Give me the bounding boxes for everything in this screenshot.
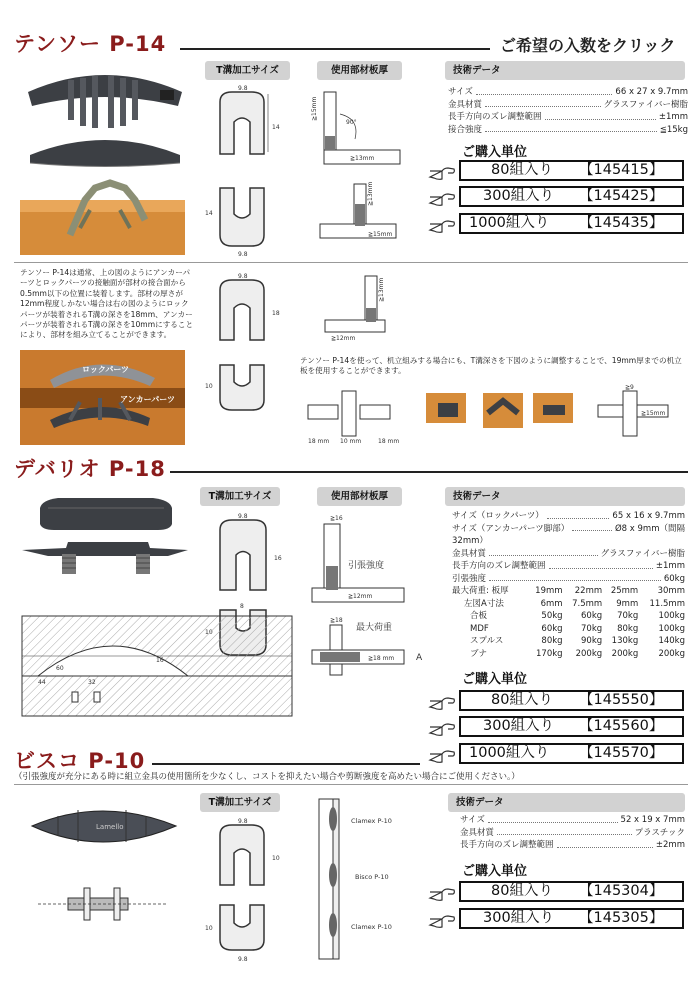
devario-buy-300[interactable]: 300組入り 【145560】 [459,716,684,737]
dim-label: ≧15mm [368,231,393,238]
brand-label: Lamello [96,823,124,831]
header-rule [180,48,490,50]
header-cta: ご希望の入数をクリック [500,36,676,55]
spec-row: 長手方向のズレ調整範囲 ±1mm [452,561,685,571]
tenso-groove-diagram-2 [200,180,295,260]
bisco-product-illustration [18,792,193,932]
page-title: テンソー P-14 [14,32,167,56]
part-label: Bisco P-10 [355,873,389,881]
spec-row: 長手方向のズレ調整範囲 ±1mm [448,112,688,122]
devario-cross-section [18,612,298,722]
header-rule [152,763,420,765]
dim-label: ≧12mm [348,593,373,600]
dim-label: 18 mm [308,438,330,445]
devario-buy-1000[interactable]: 1000組入り 【145570】 [459,743,684,764]
tenso-pill-tech: 技術データ [445,61,685,80]
devario-pill-tech: 技術データ [445,487,685,506]
pointing-hand-icon [428,910,456,930]
spec-row: サイズ（ロックパーツ） 65 x 16 x 9.7mm [452,511,685,521]
devario-product-illustration [18,488,193,580]
pointing-hand-icon [428,883,456,903]
dim-label: 32 [88,679,96,686]
spec-row: 32mm） [452,536,488,546]
devario-pill-groove: T溝加工サイズ [200,487,280,506]
lock-parts-label: ロックパーツ [82,365,130,374]
spec-row: サイズ 66 x 27 x 9.7mm [448,87,688,97]
pointing-hand-icon [428,692,456,712]
dim-label: ≧15mm [641,410,666,417]
tenso-assembly-diagrams [298,383,688,448]
spec-row: 金具材質 グラスファイバー樹脂 [448,99,688,110]
tenso-groove-variant [200,270,295,430]
anchor-parts-label: アンカーパーツ [120,395,175,404]
dim-label: ≧18 [330,617,343,624]
tenso-buy-label: ご購入単位 [462,145,528,160]
devario-title: デバリオ P-18 [14,457,166,481]
pointing-hand-icon [428,718,456,738]
dim-label: 9.8 [238,818,248,825]
devario-buy-80[interactable]: 80組入り 【145550】 [459,690,684,711]
dim-label: 44 [38,679,46,686]
tenso-thin-board-diagram [315,268,405,348]
pointing-hand-icon [428,745,456,765]
spec-row: サイズ（アンカーパーツ脚部） Ø8 x 9mm（間隔 [452,523,685,534]
spec-row: 長手方向のズレ調整範囲 ±2mm [460,840,685,850]
section-divider [14,784,688,785]
devario-load-table [452,585,685,660]
bisco-title: ビスコ P-10 [14,749,146,773]
pointing-hand-icon [428,162,456,182]
dim-label: ≧9 [625,384,634,391]
dim-label: 9.8 [238,956,248,963]
part-label: Clamex P-10 [351,923,392,931]
tenso-groove-diagram-1 [200,84,295,169]
section-divider [14,262,688,263]
bisco-layout-diagram [305,795,430,965]
dim-label: 18 [272,310,280,317]
dim-a-label: A [416,653,423,663]
part-label: Clamex P-10 [351,817,392,825]
load-row: スプルス 80kg 90kg 130kg 140kg [470,636,685,646]
tenso-buy-80[interactable]: 80組入り 【145415】 [459,160,684,181]
header-rule [170,471,688,473]
tenso-buy-1000[interactable]: 1000組入り 【145435】 [459,213,684,234]
bisco-spec-list [460,814,685,852]
load-header-row: 最大荷重: 板厚 19mm 22mm 25mm 30mm [452,586,685,596]
dim-label: 9.8 [238,273,248,280]
tenso-install-photo [20,350,185,445]
dim-label: ≧12mm [331,335,356,342]
tenso-description: テンソー P-14は通常、上の図のようにアンカーパーツとロックパーツの接触面が部材の接合面から0.5mm以下の位置に装着します。部材の厚さが12mm程度しかない場合は右の図のようにロックパーツが装着されるT溝の深さを18mm、アンカーパーツが装着されるT溝の深さを10mmにすることにより、部材を組み立てることができます。 [20,268,194,340]
dim-label: ≧18 mm [368,655,395,662]
tensile-label: 引張強度 [348,561,385,571]
dim-label: 10 mm [340,438,362,445]
bisco-groove-diagram [200,815,300,965]
bisco-note: （引張強度が充分にある時に組立金具の使用箇所を少なくし、コストを抑えたい場合や剪断強度を高めたい場合にご使用ください。） [14,772,520,782]
dim-label: ≧13mm [378,277,385,302]
tenso-pill-board: 使用部材板厚 [317,61,402,80]
dim-label: 16 [274,555,282,562]
tenso-pill-groove: T溝加工サイズ [205,61,290,80]
dim-label: 90° [346,119,357,126]
spec-row: 金具材質 プラスチック [460,827,685,838]
bisco-buy-80[interactable]: 80組入り 【145304】 [459,881,684,902]
dim-label: ≧13mm [367,181,374,206]
dim-label: 10 [205,383,213,390]
dim-label: 14 [205,210,213,217]
dim-label: 10 [272,855,280,862]
devario-pill-board: 使用部材板厚 [317,487,402,506]
bisco-pill-tech: 技術データ [448,793,685,812]
spec-row: サイズ 52 x 19 x 7mm [460,815,685,825]
tenso-product-illustration [20,60,190,260]
dim-label: 8 [240,603,244,610]
load-row: ブナ 170kg 200kg 200kg 200kg [470,648,685,659]
spec-row: 接合強度 ≦15kg [448,124,688,135]
dim-label: ≧13mm [350,155,375,162]
dim-label: 16 [156,657,164,664]
devario-buy-label: ご購入単位 [462,672,528,687]
dim-label: 10 [205,925,213,932]
spec-row: 引張強度 60kg [452,573,685,584]
tenso-assembly-note: テンソー P-14を使って、机立組みする場合にも、T溝深さを下図のように調整することで、19mm厚までの机立板を使用することができます。 [300,356,682,376]
load-row: MDF 60kg 70kg 80kg 100kg [470,623,685,634]
dim-label: 18 mm [378,438,400,445]
dim-label: ≧15mm [311,96,318,121]
max-load-label: 最大荷重 [356,623,393,633]
dim-label: ≧16 [330,515,343,522]
dim-label: 60 [56,665,64,672]
devario-spec-list [452,510,685,585]
dim-label: 9.8 [238,513,248,520]
pointing-hand-icon [428,215,456,235]
bisco-buy-300[interactable]: 300組入り 【145305】 [459,908,684,929]
dim-label: 9.8 [238,85,248,92]
spec-row: 金具材質 グラスファイバー樹脂 [452,548,685,559]
devario-board-diagram [308,510,423,680]
load-row: 合板 50kg 60kg 70kg 100kg [470,611,685,621]
dim-label: 14 [272,124,280,131]
dim-label: 9.8 [238,251,248,258]
tenso-buy-300[interactable]: 300組入り 【145425】 [459,186,684,207]
tenso-board-diagram [310,84,410,264]
load-row: 左図A寸法 6mm 7.5mm 9mm 11.5mm [464,598,685,609]
pointing-hand-icon [428,188,456,208]
tenso-spec-list [448,86,688,136]
bisco-buy-label: ご購入単位 [462,864,528,879]
bisco-pill-groove: T溝加工サイズ [200,793,280,812]
